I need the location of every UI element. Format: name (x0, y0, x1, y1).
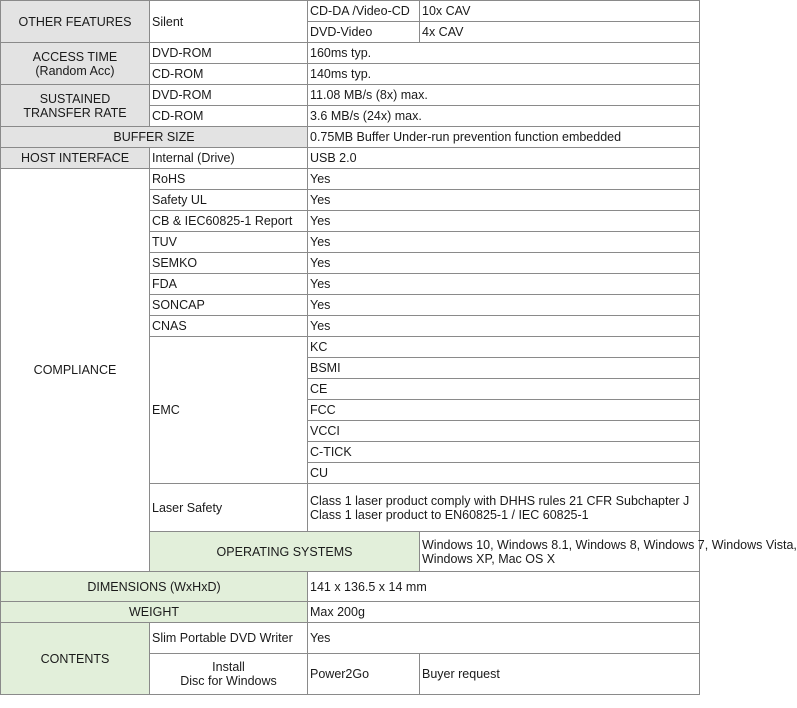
dimensions-label: DIMENSIONS (WxHxD) (1, 572, 308, 602)
table-row (1, 43, 700, 64)
value-cell: 11.08 MB/s (8x) max. (308, 85, 700, 106)
compliance-item-name: Safety UL (150, 190, 308, 211)
compliance-item-value: Yes (308, 232, 700, 253)
software-name: Power2Go (308, 654, 420, 695)
table-row (1, 85, 700, 106)
install-disc-label (150, 654, 308, 695)
table-row (1, 169, 700, 190)
table-row (1, 623, 700, 654)
sustained-label-line1: SUSTAINED (39, 91, 111, 106)
emc-item: VCCI (308, 421, 700, 442)
compliance-item-name: TUV (150, 232, 308, 253)
operating-systems-label: OPERATING SYSTEMS (150, 532, 420, 572)
emc-label: EMC (150, 337, 308, 484)
other-features-label: OTHER FEATURES (1, 1, 150, 43)
table-row (1, 1, 700, 22)
operating-systems-value (420, 532, 797, 572)
weight-value: Max 200g (308, 602, 700, 623)
compliance-label: COMPLIANCE (1, 169, 150, 572)
compliance-item-value: Yes (308, 169, 700, 190)
emc-item: CU (308, 463, 700, 484)
laser-safety-value (308, 484, 700, 532)
compliance-item-name: RoHS (150, 169, 308, 190)
emc-item: C-TICK (308, 442, 700, 463)
install-disc-line1: Install (212, 660, 245, 674)
host-interface-label: HOST INTERFACE (1, 148, 150, 169)
compliance-item-value: Yes (308, 253, 700, 274)
emc-item: FCC (308, 400, 700, 421)
buffer-size-label: BUFFER SIZE (1, 127, 308, 148)
table-row (1, 572, 700, 602)
emc-item: CE (308, 379, 700, 400)
emc-item: BSMI (308, 358, 700, 379)
compliance-item-name: SONCAP (150, 295, 308, 316)
laser-safety-line1: Class 1 laser product comply with DHHS rules 21 CFR Subchapter J (310, 493, 690, 508)
laser-safety-label: Laser Safety (150, 484, 308, 532)
silent-label: Silent (150, 1, 308, 43)
compliance-item-value: Yes (308, 316, 700, 337)
contents-label: CONTENTS (1, 623, 150, 695)
speed-cell: 4x CAV (420, 22, 700, 43)
compliance-item-value: Yes (308, 211, 700, 232)
install-disc-line2: Disc for Windows (180, 674, 277, 688)
contents-item-name: Slim Portable DVD Writer (150, 623, 308, 654)
compliance-item-name: SEMKO (150, 253, 308, 274)
sustained-transfer-label (1, 85, 150, 127)
sustained-label-line2: TRANSFER RATE (23, 105, 127, 120)
media-cell: CD-ROM (150, 106, 308, 127)
compliance-item-name: FDA (150, 274, 308, 295)
compliance-item-value: Yes (308, 190, 700, 211)
value-cell: 3.6 MB/s (24x) max. (308, 106, 700, 127)
buffer-size-value: 0.75MB Buffer Under-run prevention function embedded (308, 127, 700, 148)
laser-safety-line2: Class 1 laser product to EN60825-1 / IEC 60825-1 (310, 507, 589, 522)
table-row (1, 148, 700, 169)
compliance-item-name: CB & IEC60825-1 Report (150, 211, 308, 232)
host-interface-sub: Internal (Drive) (150, 148, 308, 169)
media-cell: DVD-ROM (150, 85, 308, 106)
value-cell: 160ms typ. (308, 43, 700, 64)
compliance-item-value: Yes (308, 274, 700, 295)
media-cell: DVD-Video (308, 22, 420, 43)
table-row (1, 602, 700, 623)
access-time-label (1, 43, 150, 85)
media-cell: DVD-ROM (150, 43, 308, 64)
compliance-item-name: CNAS (150, 316, 308, 337)
media-cell: CD-ROM (150, 64, 308, 85)
operating-systems-line2: Windows XP, Mac OS X (422, 551, 556, 566)
emc-item: KC (308, 337, 700, 358)
speed-cell: 10x CAV (420, 1, 700, 22)
dimensions-value: 141 x 136.5 x 14 mm (308, 572, 700, 602)
operating-systems-line1: Windows 10, Windows 8.1, Windows 8, Windows 7, Windows Vista, (422, 537, 797, 552)
media-cell: CD-DA /Video-CD (308, 1, 420, 22)
compliance-item-value: Yes (308, 295, 700, 316)
table-row (1, 127, 700, 148)
software-note: Buyer request (420, 654, 700, 695)
value-cell: 140ms typ. (308, 64, 700, 85)
access-time-label-line2: (Random Acc) (35, 63, 115, 78)
contents-item-value: Yes (308, 623, 700, 654)
weight-label: WEIGHT (1, 602, 308, 623)
access-time-label-line1: ACCESS TIME (32, 49, 118, 64)
host-interface-value: USB 2.0 (308, 148, 700, 169)
